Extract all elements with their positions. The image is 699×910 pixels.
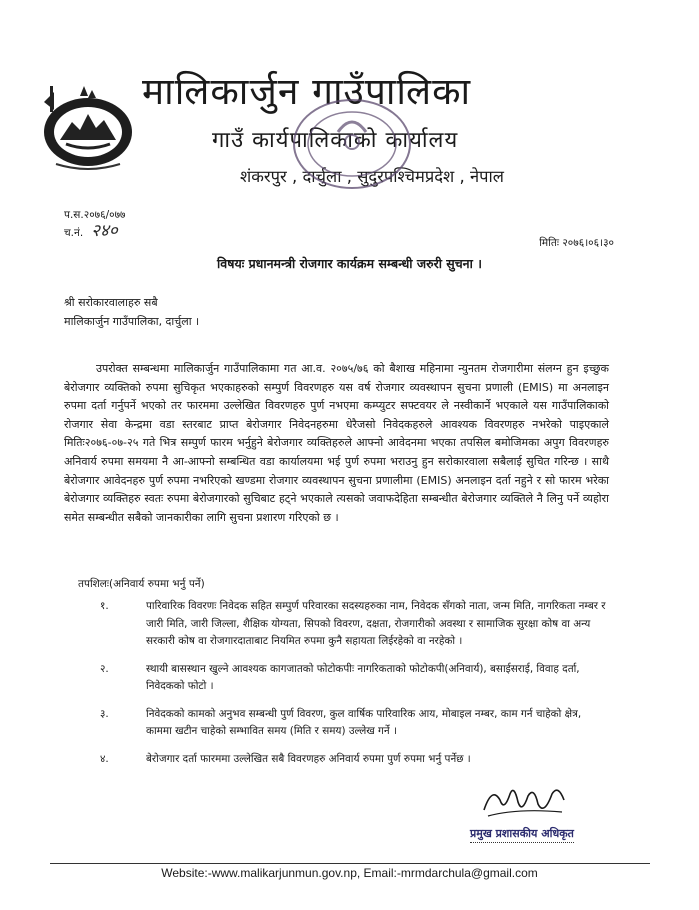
office-address: शंकरपुर , दार्चुला , सुदुरपश्चिमप्रदेश , नेपाल	[240, 167, 504, 186]
government-emblem-icon	[36, 82, 144, 170]
list-item-number: ४.	[100, 752, 109, 765]
official-stamp-icon	[286, 92, 418, 196]
letter-date: मितिः २०७६।०६।३०	[539, 237, 614, 249]
office-name: गाउँ कार्यपालिकाको कार्यालय	[212, 128, 459, 153]
body-paragraph: उपरोक्त सम्बन्धमा मालिकार्जुन गाउँपालिकामा गत आ.व. २०७५/७६ को बैशाख महिनामा न्युनतम रोजगारीमा संलग्न हुन इच्छुक बेरोजगार व्यक्तिको रुपमा सुचिकृत भएकाहरुको सम्पुर्ण विवरणहरु यस वर्ष रोजगार व्यवस्थापन सुचना प्रणाली (EMIS) मा अनलाइन रुपमा दर्ता गर्नुपर्ने भएको तर फारममा उल्लेखित विवरणहरु पुर्ण नभएमा कम्प्युटर सफ्टवयर ले नस्वीकार्ने भएकाले यस गाउँपालिकाको रोजगार सेवा केन्द्रमा वडा स्तरबाट प्राप्त बेरोजगार निवेदनहरुमा धेरैजसो निवेदकहरुले आवश्यक विवरणहरु नभरेको पाइएकाले मितिः२०७६-०७-२५ गते भित्र सम्पुर्ण फारम भर्नुहुने बेरोजगार व्यक्तिहरुले आफ्नो आवेदनमा भएका तपसिल बमोजिमका अपुग विवरणहरु अनिवार्य रुपमा समयमा नै आ-आफ्नो सम्बन्धित वडा कार्यालयमा भई पुर्ण रुपमा भराउनु हुन सरोकारवाला सबैलाई सुचित गरिन्छ । साथै बेरोजगार आवेदनहरु पुर्ण रुपमा नभरिएको खण्डमा रोजगार व्यवस्थापन सुचना प्रणालीमा (EMIS) अनलाइन दर्ता नहुने र सो फारम भरेका बेरोजगार व्यक्तिहरु स्वतः रुपमा बेरोजगारको सुचिबाट हट्ने भएकाले त्यसको जवाफदेहिता सम्बन्धीत बेरोजगार व्यक्तिले नै लिनु पर्ने व्यहोरा समेत सम्बन्धीत सबैको जानकारीका लागि सुचना प्रशारण गरिएको छ ।	[64, 362, 609, 524]
list-item-text: निवेदकको कामको अनुभव सम्बन्धी पुर्ण विवरण, कुल वार्षिक पारिवारिक आय, मोबाइल नम्बर, काम गर्न चाहेको क्षेत्र, काममा खटीन चाहेको सम्भावित समय (मिति र समय) उल्लेख गर्ने ।	[146, 707, 582, 737]
list-item-text: स्थायी बासस्थान खुल्ने आवश्यक कागजातको फोटोकपीः नागरिकताको फोटोकपी(अनिवार्य), बसाईसराई, विवाह दर्ता, निवेदकको फोटो ।	[146, 662, 580, 692]
signatory-title: प्रमुख प्रशासकीय अधिकृत	[470, 826, 574, 843]
details-list	[100, 598, 610, 778]
signature-icon	[478, 782, 568, 820]
details-heading: तपशिलः(अनिवार्य रुपमा भर्नु पर्ने)	[78, 578, 205, 590]
chalani-value: २४०	[91, 221, 118, 241]
chalani-label: च.नं.	[64, 227, 84, 239]
reference-block	[64, 207, 126, 241]
list-item-text: बेरोजगार दर्ता फारममा उल्लेखित सबै विवरणहरु अनिवार्य रुपमा पुर्ण रुपमा भर्नु पर्नेछ ।	[146, 752, 471, 765]
letter-subject: विषयः प्रधानमन्त्री रोजगार कार्यक्रम सम्बन्धी जरुरी सुचना ।	[217, 256, 482, 271]
list-item	[100, 751, 610, 769]
list-item-number: २.	[100, 662, 109, 675]
list-item-number: १.	[100, 600, 109, 612]
footer-contact: Website:-www.malikarjunmun.gov.np, Email:-mrmdarchula@gmail.com	[161, 866, 538, 880]
chalani-number	[64, 223, 126, 241]
list-item	[100, 598, 610, 651]
municipality-name: मालिकार्जुन गाउँपालिका	[142, 70, 472, 113]
list-item-number: ३.	[100, 707, 109, 720]
recipient-line-1: श्री सरोकारवालाहरु सबै	[64, 296, 158, 309]
list-item	[100, 661, 610, 696]
recipient-line-2: मालिकार्जुन गाउँपालिका, दार्चुला ।	[64, 315, 200, 328]
patra-sankhya: प.स.२०७६/०७७	[64, 209, 126, 221]
footer-divider	[50, 863, 650, 864]
list-item-text: पारिवारिक विवरणः निवेदक सहित सम्पुर्ण परिवारका सदस्यहरुका नाम, निवेदक सँगको नाता, जन्म मिति, नागरिकता नम्बर र जारी मिति, जारी जिल्ला, शैक्षिक योग्यता, सिपको विवरण, दक्षता, रोजगारीको अवस्था र सामाजिक सुरक्षा कोष वा अन्य सरकारी कोष वा रोजगारदाताबाट नियमित रुपमा कुनै सहायता लिईरहेको वा नरहेको ।	[146, 600, 606, 647]
recipient-block	[64, 293, 199, 331]
list-item	[100, 706, 610, 741]
